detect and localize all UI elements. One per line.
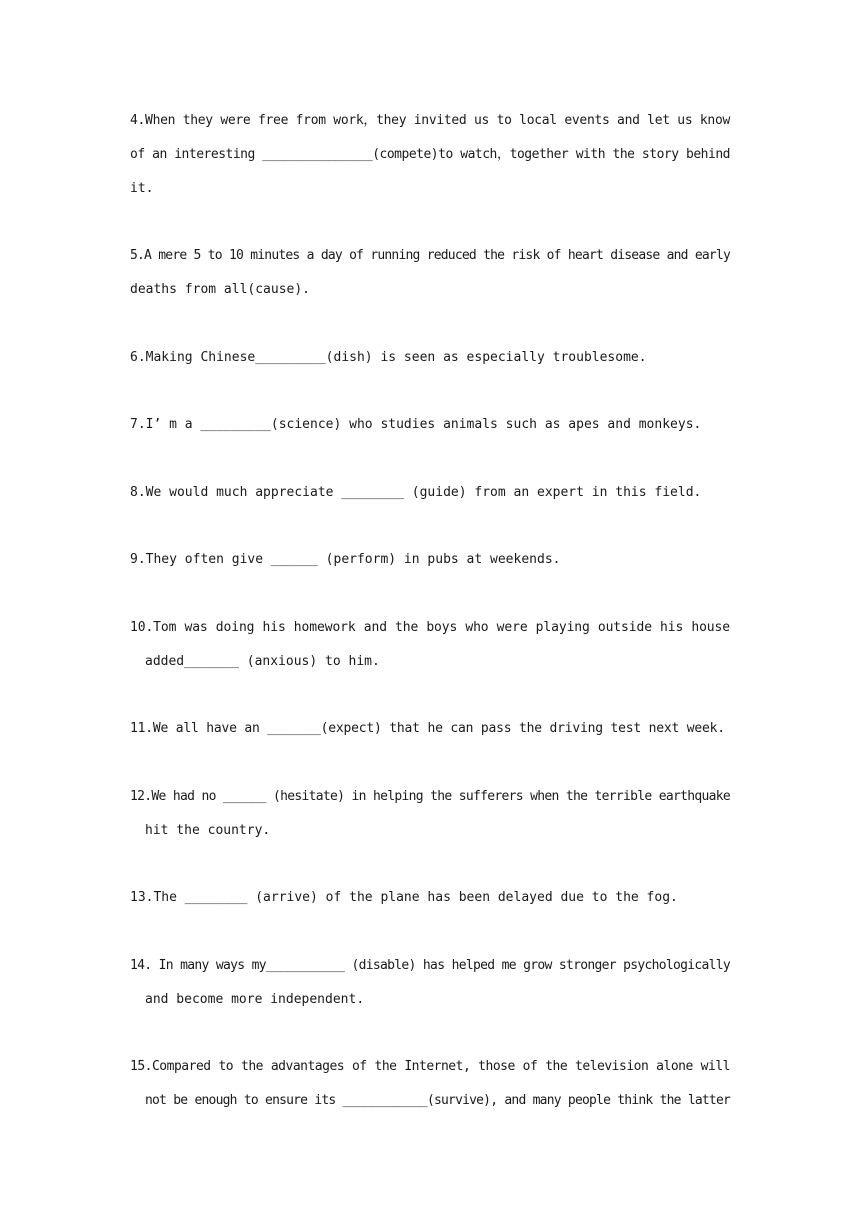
question-5-line-1: 5.A mere 5 to 10 minutes a day of running reduced the risk of heart disease and early xyxy=(130,248,730,263)
question-10-line-2: added_______ (anxious) to him. xyxy=(145,654,380,669)
question-12-line-2: hit the country. xyxy=(145,823,271,838)
question-15-line-2: not be enough to ensure its ____________(survive), and many people think the latter xyxy=(145,1093,730,1108)
question-15-line-1: 15.Compared to the advantages of the Internet, those of the television alone will xyxy=(130,1059,730,1074)
question-7-line-1: 7.I’ m a _________(science) who studies animals such as apes and monkeys. xyxy=(130,417,702,432)
question-11-line-1: 11.We all have an _______(expect) that he can pass the driving test next week. xyxy=(130,721,725,736)
question-8-line-1: 8.We would much appreciate ________ (guide) from an expert in this field. xyxy=(130,485,702,500)
question-6-line-1: 6.Making Chinese_________(dish) is seen as especially troublesome. xyxy=(130,350,647,365)
question-14-line-1: 14. In many ways my___________ (disable) has helped me grow stronger psychologically xyxy=(130,958,730,973)
question-13-line-1: 13.The ________ (arrive) of the plane has been delayed due to the fog. xyxy=(130,890,678,905)
question-14-line-2: and become more independent. xyxy=(145,992,365,1007)
question-4-line-1: 4.When they were free from work，they invited us to local events and let us know xyxy=(130,113,730,128)
question-4-line-2: of an interesting _______________(compete)to watch，together with the story behind xyxy=(130,147,730,162)
question-9-line-1: 9.They often give ______ (perform) in pubs at weekends. xyxy=(130,552,561,567)
question-12-line-1: 12.We had no ______ (hesitate) in helping the sufferers when the terrible earthquake xyxy=(130,789,730,804)
question-4-line-3: it. xyxy=(130,181,154,196)
question-10-line-1: 10.Tom was doing his homework and the boys who were playing outside his house xyxy=(130,620,730,635)
question-5-line-2: deaths from all(cause). xyxy=(130,282,311,297)
